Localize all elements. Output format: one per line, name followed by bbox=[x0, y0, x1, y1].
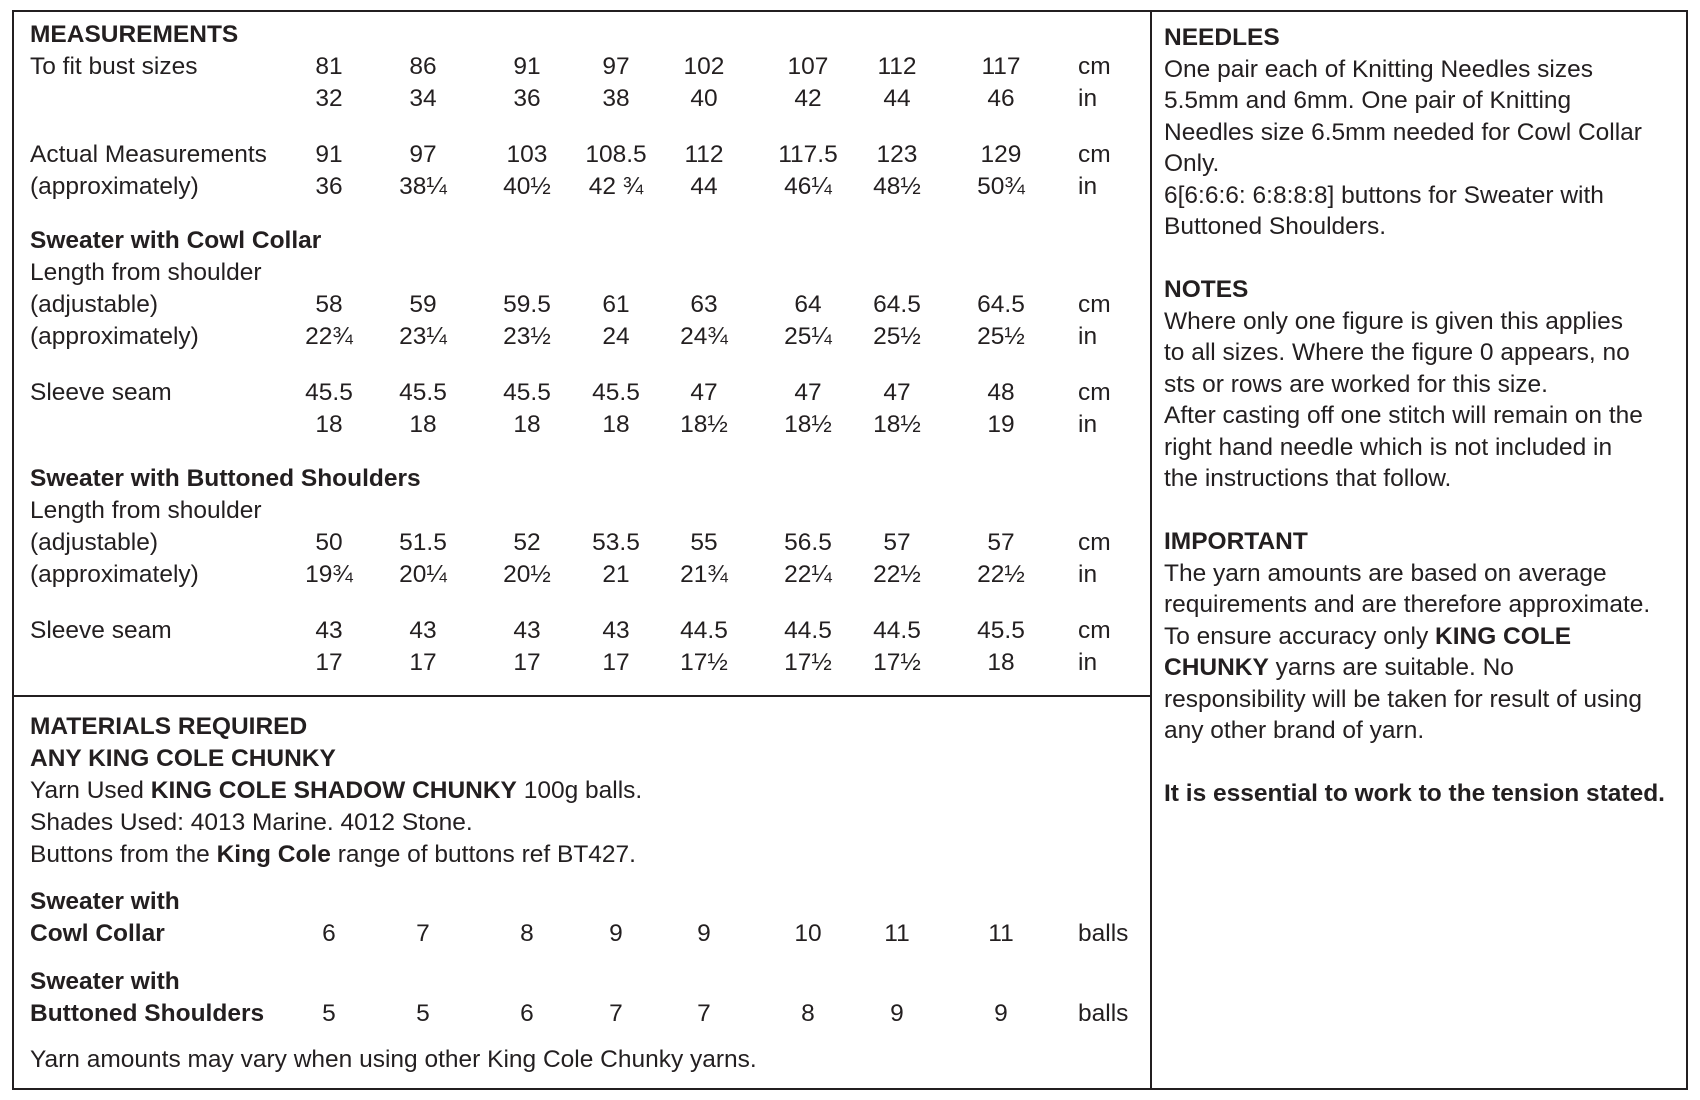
size-value: 43 bbox=[513, 617, 541, 644]
size-value: 18 bbox=[513, 411, 541, 438]
ball-count: 9 bbox=[609, 920, 623, 947]
size-value: 25¼ bbox=[784, 323, 832, 350]
size-value: 18 bbox=[409, 411, 437, 438]
unit-label: cm bbox=[1078, 53, 1111, 80]
size-value: 56.5 bbox=[784, 529, 832, 556]
size-value: 81 bbox=[315, 53, 343, 80]
row-label: (adjustable) bbox=[30, 529, 159, 556]
size-value: 103 bbox=[506, 141, 548, 168]
text-line: to all sizes. Where the figure 0 appears, no bbox=[1164, 339, 1630, 366]
needles-title: NEEDLES bbox=[1164, 24, 1280, 51]
size-value: 21 bbox=[602, 561, 630, 588]
size-value: 45.5 bbox=[503, 379, 551, 406]
size-value: 17 bbox=[602, 649, 630, 676]
size-value: 45.5 bbox=[977, 617, 1025, 644]
row-label: To fit bust sizes bbox=[30, 53, 198, 80]
text-line: One pair each of Knitting Needles sizes bbox=[1164, 55, 1593, 83]
size-value: 23¼ bbox=[399, 323, 447, 350]
ball-count: 7 bbox=[609, 1000, 623, 1027]
size-value: 102 bbox=[683, 53, 725, 80]
row-label: (adjustable) bbox=[30, 291, 159, 318]
size-value: 19¾ bbox=[305, 561, 353, 588]
materials-subtitle: ANY KING COLE CHUNKY bbox=[30, 745, 336, 772]
important-line3-pre: To ensure accuracy only bbox=[1164, 622, 1435, 650]
size-value: 53.5 bbox=[592, 529, 640, 556]
size-value: 18 bbox=[315, 411, 343, 438]
yarn-row-label: Cowl Collar bbox=[30, 920, 165, 947]
buttons-line bbox=[30, 839, 636, 871]
size-value: 45.5 bbox=[399, 379, 447, 406]
unit-label: in bbox=[1078, 411, 1098, 438]
important-line: any other brand of yarn. bbox=[1164, 717, 1425, 744]
size-value: 117.5 bbox=[778, 141, 838, 168]
size-value: 97 bbox=[602, 53, 630, 80]
size-value: 59 bbox=[409, 291, 437, 318]
important-brand-2: CHUNKY bbox=[1164, 654, 1269, 681]
ball-count: 6 bbox=[520, 1000, 534, 1027]
unit-label: cm bbox=[1078, 617, 1111, 644]
text-line: Where only one figure is given this applies bbox=[1164, 307, 1623, 335]
size-value: 17½ bbox=[680, 649, 728, 676]
ball-count: 7 bbox=[416, 920, 430, 947]
size-value: 50¾ bbox=[977, 173, 1025, 200]
size-value: 25½ bbox=[977, 323, 1025, 350]
size-value: 40½ bbox=[503, 173, 551, 200]
text-line: Only. bbox=[1164, 150, 1220, 177]
size-value: 59.5 bbox=[503, 291, 551, 318]
yarn-used-pre: Yarn Used bbox=[30, 777, 151, 804]
yarn-used-name: KING COLE SHADOW CHUNKY bbox=[150, 777, 517, 804]
row-label: (approximately) bbox=[30, 561, 199, 588]
size-value: 21¾ bbox=[680, 561, 728, 588]
unit-label: in bbox=[1078, 561, 1098, 588]
size-value: 25½ bbox=[873, 323, 921, 350]
buttons-pre: Buttons from the bbox=[30, 841, 217, 868]
unit-label: balls bbox=[1078, 1000, 1129, 1027]
size-value: 64 bbox=[794, 291, 822, 318]
size-value: 46 bbox=[987, 85, 1015, 112]
size-value: 57 bbox=[883, 529, 911, 556]
size-value: 43 bbox=[409, 617, 437, 644]
notes-text bbox=[1164, 306, 1684, 495]
size-value: 18 bbox=[987, 649, 1015, 676]
unit-label: in bbox=[1078, 649, 1098, 676]
size-value: 57 bbox=[987, 529, 1015, 556]
size-value: 55 bbox=[690, 529, 718, 556]
size-value: 34 bbox=[409, 85, 437, 112]
size-value: 36 bbox=[315, 173, 343, 200]
size-value: 38¼ bbox=[399, 173, 447, 200]
unit-label: balls bbox=[1078, 920, 1129, 947]
size-value: 18½ bbox=[784, 411, 832, 438]
size-value: 23½ bbox=[503, 323, 551, 350]
size-value: 51.5 bbox=[399, 529, 447, 556]
size-value: 91 bbox=[513, 53, 541, 80]
ball-count: 5 bbox=[322, 1000, 336, 1027]
row-label: Length from shoulder bbox=[30, 259, 262, 286]
size-value: 38 bbox=[602, 85, 630, 112]
size-value: 18½ bbox=[680, 411, 728, 438]
size-value: 108.5 bbox=[585, 141, 647, 168]
size-value: 63 bbox=[690, 291, 718, 318]
needles-text bbox=[1164, 54, 1684, 243]
unit-label: cm bbox=[1078, 529, 1111, 556]
ball-count: 7 bbox=[697, 1000, 711, 1027]
size-value: 48½ bbox=[873, 173, 921, 200]
size-value: 48 bbox=[987, 379, 1015, 406]
ball-count: 9 bbox=[994, 1000, 1008, 1027]
text-line: 5.5mm and 6mm. One pair of Knitting bbox=[1164, 87, 1572, 114]
size-value: 17 bbox=[409, 649, 437, 676]
size-value: 43 bbox=[602, 617, 630, 644]
important-line: The yarn amounts are based on average bbox=[1164, 559, 1607, 587]
yarn-row-label: Sweater with bbox=[30, 888, 180, 915]
size-value: 19 bbox=[987, 411, 1015, 438]
size-value: 18½ bbox=[873, 411, 921, 438]
ball-count: 9 bbox=[890, 1000, 904, 1027]
yarn-used-post: 100g balls. bbox=[516, 777, 643, 804]
row-label: Actual Measurements bbox=[30, 141, 267, 168]
important-brand: KING COLE bbox=[1435, 622, 1572, 650]
size-value: 46¼ bbox=[784, 173, 832, 200]
unit-label: cm bbox=[1078, 291, 1111, 318]
yarn-row-label: Buttoned Shoulders bbox=[30, 1000, 265, 1027]
ball-count: 11 bbox=[988, 920, 1014, 947]
important-line: requirements and are therefore approximate. bbox=[1164, 591, 1651, 618]
size-value: 18 bbox=[602, 411, 630, 438]
size-value: 20½ bbox=[503, 561, 551, 588]
text-line: Needles size 6.5mm needed for Cowl Collar bbox=[1164, 118, 1642, 146]
size-value: 17½ bbox=[784, 649, 832, 676]
ball-count: 5 bbox=[416, 1000, 430, 1027]
important-line: responsibility will be taken for result of using bbox=[1164, 685, 1642, 713]
size-value: 47 bbox=[794, 379, 822, 406]
unit-label: cm bbox=[1078, 141, 1111, 168]
size-value: 44.5 bbox=[680, 617, 728, 644]
size-value: 50 bbox=[315, 529, 343, 556]
text-line: 6[6:6:6: 6:8:8:8] buttons for Sweater with bbox=[1164, 181, 1604, 209]
unit-label: in bbox=[1078, 323, 1098, 350]
materials-title: MATERIALS REQUIRED bbox=[30, 713, 308, 740]
text-line: Buttoned Shoulders. bbox=[1164, 213, 1387, 240]
important-line bbox=[1164, 621, 1684, 653]
size-value: 36 bbox=[513, 85, 541, 112]
size-value: 22¾ bbox=[305, 323, 353, 350]
measurements-title: MEASUREMENTS bbox=[30, 21, 239, 48]
tension-notice: It is essential to work to the tension stated. bbox=[1164, 780, 1665, 807]
ball-count: 11 bbox=[884, 920, 910, 947]
size-value: 97 bbox=[409, 141, 437, 168]
size-value: 44.5 bbox=[873, 617, 921, 644]
unit-label: cm bbox=[1078, 379, 1111, 406]
size-value: 17½ bbox=[873, 649, 921, 676]
size-value: 22½ bbox=[977, 561, 1025, 588]
ball-count: 6 bbox=[322, 920, 336, 947]
text-line: right hand needle which is not included in bbox=[1164, 433, 1613, 461]
notes-title: NOTES bbox=[1164, 276, 1249, 303]
ball-count: 8 bbox=[801, 1000, 815, 1027]
size-value: 43 bbox=[315, 617, 343, 644]
ball-count: 8 bbox=[520, 920, 534, 947]
size-value: 129 bbox=[980, 141, 1022, 168]
size-value: 45.5 bbox=[592, 379, 640, 406]
size-value: 107 bbox=[787, 53, 829, 80]
size-value: 42 ¾ bbox=[588, 173, 644, 200]
section-heading: Sweater with Buttoned Shoulders bbox=[30, 465, 421, 492]
size-value: 44 bbox=[883, 85, 911, 112]
size-value: 47 bbox=[690, 379, 718, 406]
size-value: 24¾ bbox=[680, 323, 728, 350]
ball-count: 10 bbox=[794, 920, 822, 947]
size-value: 112 bbox=[877, 53, 917, 80]
unit-label: in bbox=[1078, 173, 1098, 200]
row-label: Sleeve seam bbox=[30, 379, 172, 406]
column-divider bbox=[1150, 10, 1152, 1090]
size-value: 64.5 bbox=[977, 291, 1025, 318]
size-value: 20¼ bbox=[399, 561, 447, 588]
row-label: Sleeve seam bbox=[30, 617, 172, 644]
size-value: 44 bbox=[690, 173, 718, 200]
size-value: 40 bbox=[690, 85, 718, 112]
size-value: 47 bbox=[883, 379, 911, 406]
right-panel bbox=[1164, 22, 1684, 810]
important-title: IMPORTANT bbox=[1164, 528, 1308, 555]
size-value: 64.5 bbox=[873, 291, 921, 318]
row-label: (approximately) bbox=[30, 173, 199, 200]
text-line: After casting off one stitch will remain on the bbox=[1164, 402, 1643, 429]
size-value: 45.5 bbox=[305, 379, 353, 406]
size-value: 17 bbox=[513, 649, 541, 676]
section-heading: Sweater with Cowl Collar bbox=[30, 227, 322, 254]
important-line4-post: yarns are suitable. No bbox=[1268, 654, 1514, 681]
row-label: (approximately) bbox=[30, 323, 199, 350]
size-value: 86 bbox=[409, 53, 437, 80]
unit-label: in bbox=[1078, 85, 1098, 112]
shades-line: Shades Used: 4013 Marine. 4012 Stone. bbox=[30, 809, 473, 836]
size-value: 61 bbox=[602, 291, 630, 318]
size-value: 22¼ bbox=[784, 561, 832, 588]
text-line: sts or rows are worked for this size. bbox=[1164, 370, 1548, 398]
row-label: Length from shoulder bbox=[30, 497, 262, 524]
size-value: 24 bbox=[602, 323, 630, 350]
section-divider bbox=[12, 695, 1152, 697]
size-value: 58 bbox=[315, 291, 343, 318]
buttons-post: range of buttons ref BT427. bbox=[330, 841, 636, 868]
size-value: 42 bbox=[794, 85, 822, 112]
size-value: 32 bbox=[315, 85, 343, 112]
size-value: 123 bbox=[876, 141, 918, 168]
size-value: 44.5 bbox=[784, 617, 832, 644]
size-value: 22½ bbox=[873, 561, 921, 588]
text-line: the instructions that follow. bbox=[1164, 465, 1452, 492]
buttons-brand: King Cole bbox=[216, 841, 331, 868]
size-value: 91 bbox=[315, 141, 343, 168]
yarn-row-label: Sweater with bbox=[30, 968, 180, 995]
size-value: 17 bbox=[315, 649, 343, 676]
size-value: 52 bbox=[513, 529, 541, 556]
materials-footnote: Yarn amounts may vary when using other King Cole Chunky yarns. bbox=[30, 1046, 757, 1073]
size-value: 112 bbox=[684, 141, 724, 168]
ball-count: 9 bbox=[697, 920, 711, 947]
important-line bbox=[1164, 652, 1684, 684]
yarn-used-line bbox=[30, 775, 642, 807]
size-value: 117 bbox=[981, 53, 1021, 80]
